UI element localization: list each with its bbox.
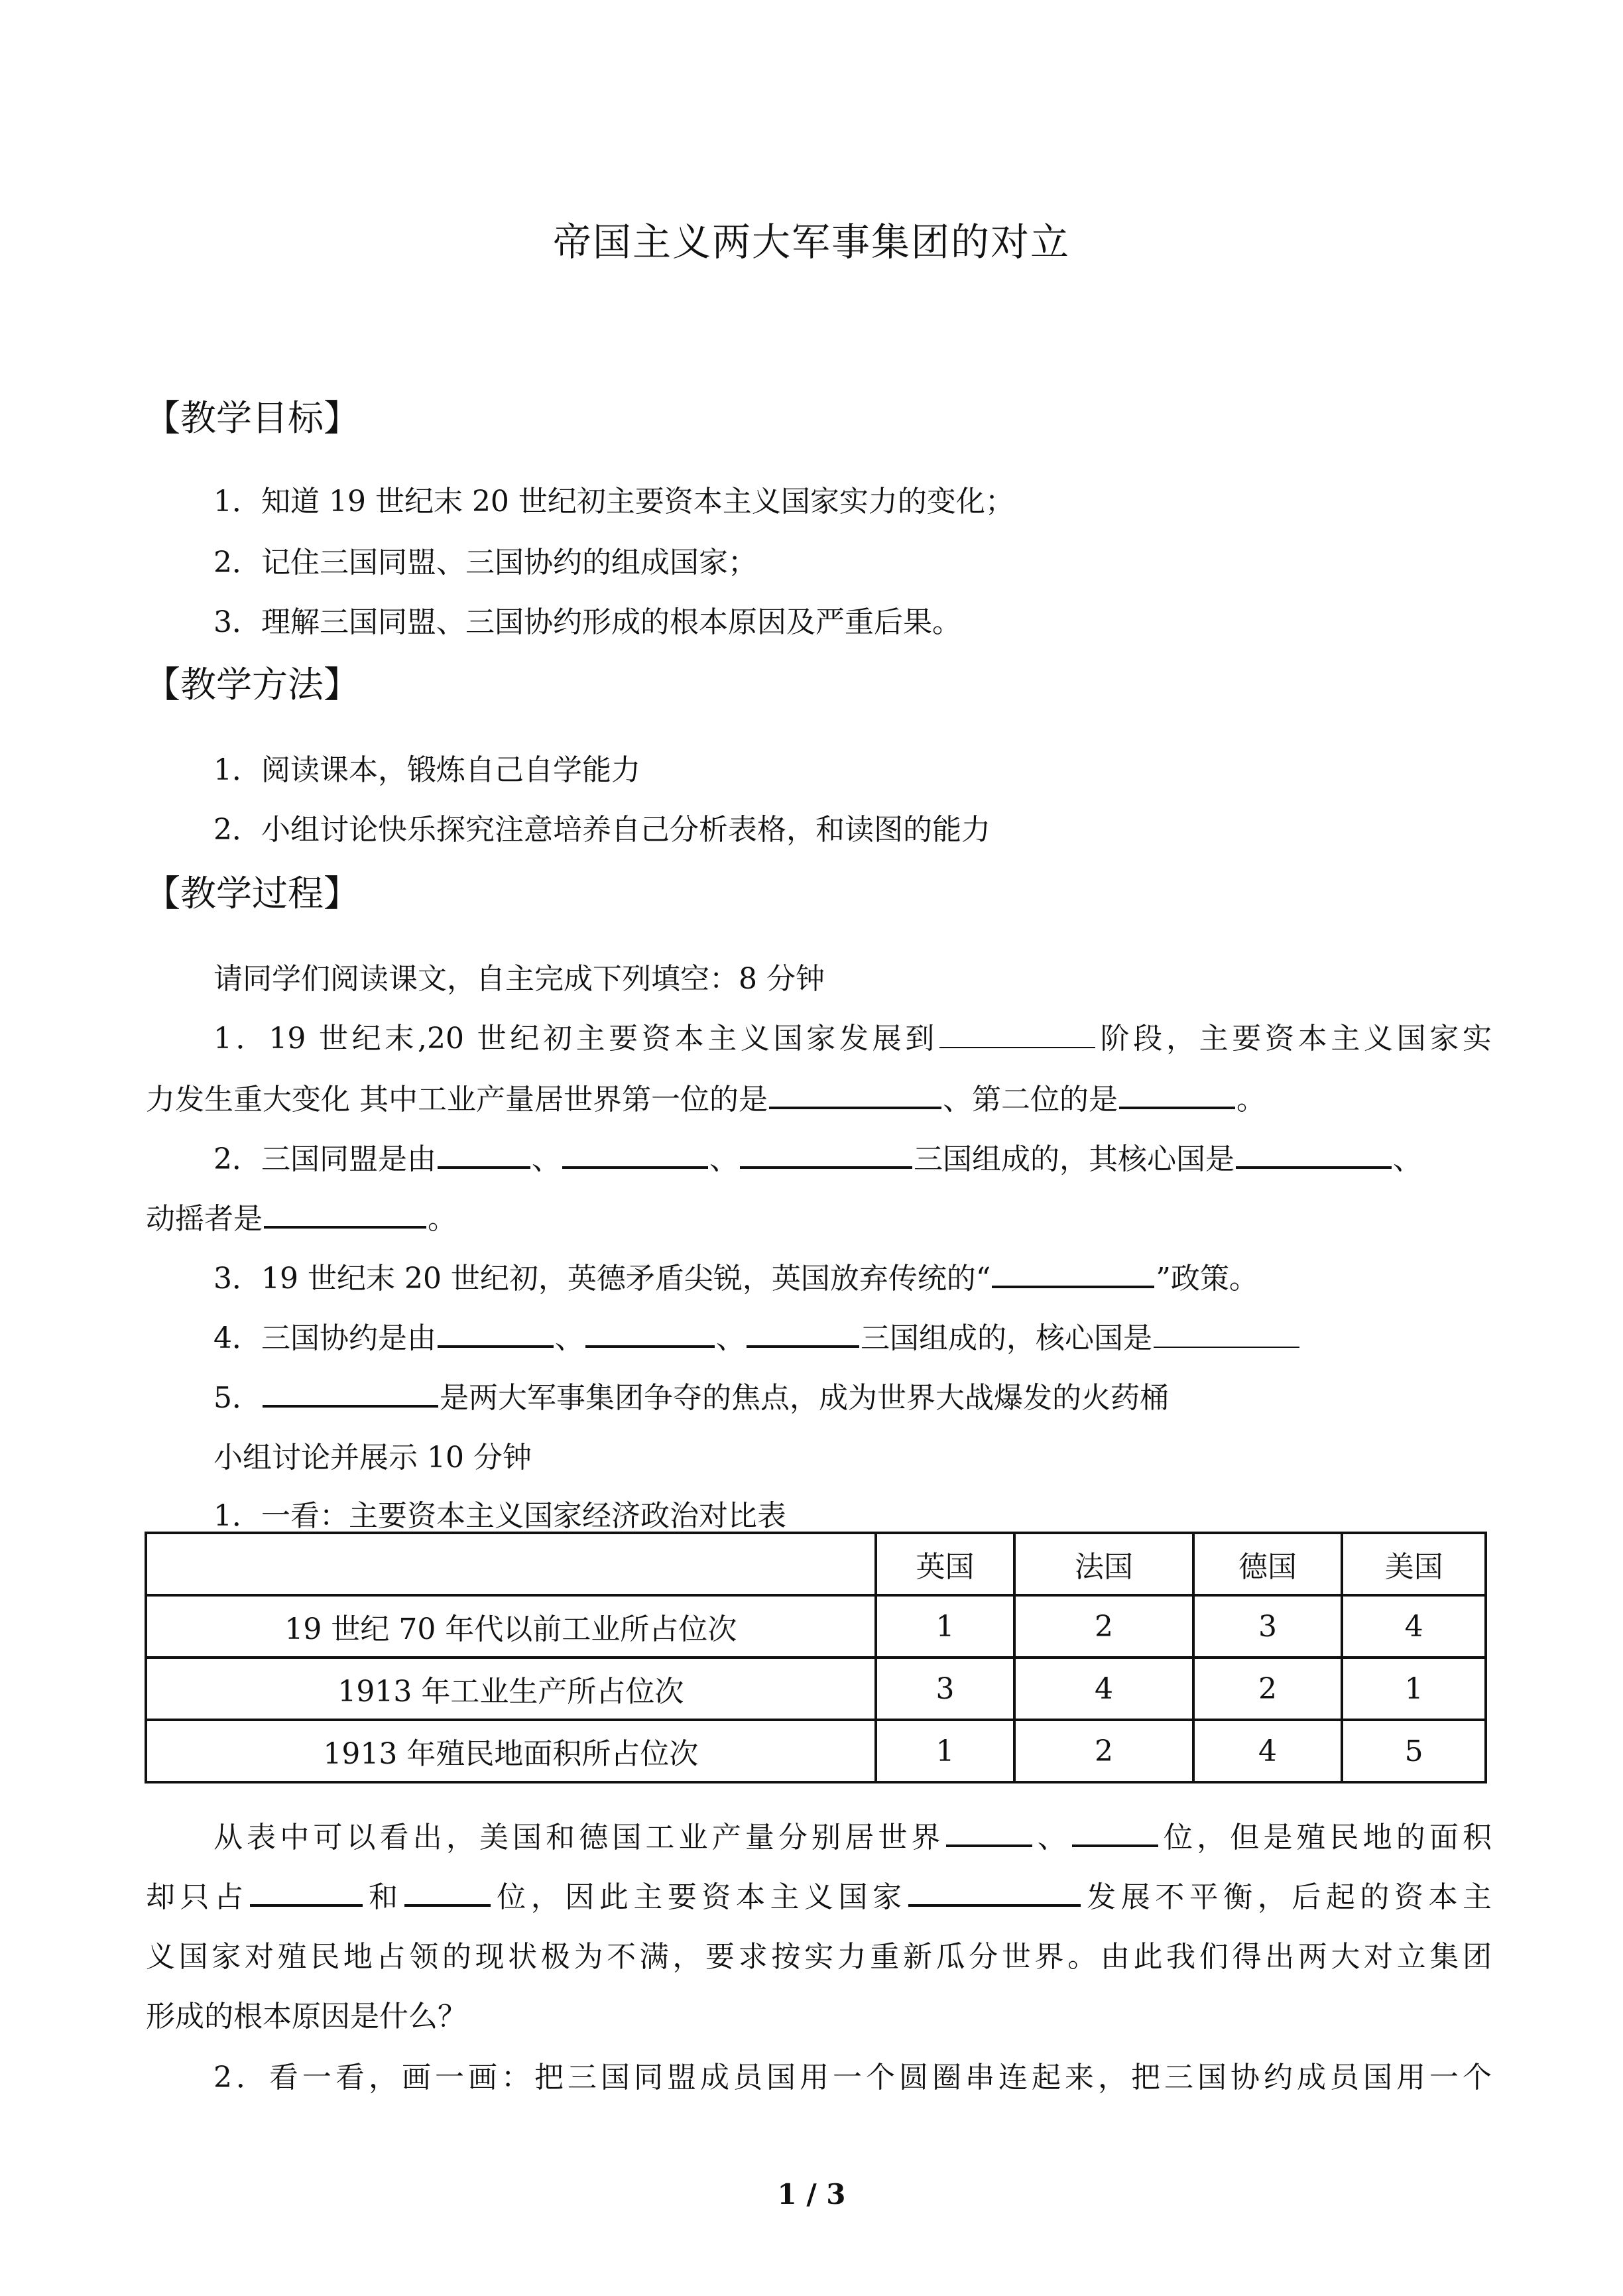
fill-blank[interactable] (562, 1137, 708, 1169)
fill-blank[interactable] (263, 1376, 438, 1408)
analysis-line-3: 义国家对殖民地占领的现状极为不满，要求按实力重新瓜分世界。由此我们得出两大对立集团 (146, 1940, 1492, 1974)
fill-blank[interactable] (438, 1316, 554, 1348)
section-heading-process: 【教学过程】 (145, 873, 359, 914)
objective-item: 1．知道 19 世纪末 20 世纪初主要资本主义国家实力的变化； (213, 485, 1014, 518)
fill-blank[interactable] (992, 1256, 1154, 1288)
question-2-line-1: 2．三国同盟是由 、 、 三国组成的，其核心国是 、 (213, 1135, 1492, 1178)
table-row (146, 1658, 1486, 1720)
fill-blank[interactable] (264, 1197, 426, 1229)
table-row-label: 19 世纪 70 年代以前工业所占位次 (146, 1595, 876, 1658)
objective-item: 2．记住三国同盟、三国协约的组成国家； (213, 546, 757, 579)
fill-blank[interactable] (769, 1077, 941, 1109)
fill-blank[interactable] (908, 1875, 1081, 1907)
table-header-cell (146, 1533, 876, 1595)
fill-blank[interactable] (1072, 1815, 1158, 1847)
question-1-line-2: 力发生重大变化 其中工业产量居世界第一位的是 、第二位的是 。 (146, 1075, 1492, 1118)
page-number: 1 / 3 (777, 2178, 846, 2210)
table-header-cell: 美国 (1342, 1533, 1486, 1595)
question-2-line-2: 动摇者是 。 (146, 1195, 1492, 1237)
table-cell: 1 (876, 1720, 1015, 1782)
question-5: 5． 是两大军事集团争夺的焦点，成为世界大战爆发的火药桶 (213, 1374, 1492, 1416)
table-header-row (146, 1533, 1486, 1595)
section-heading-methods: 【教学方法】 (145, 664, 359, 705)
fill-blank[interactable] (1119, 1077, 1235, 1109)
table-cell: 3 (876, 1658, 1015, 1720)
table-row-label: 1913 年工业生产所占位次 (146, 1658, 876, 1720)
table-cell: 2 (1193, 1658, 1343, 1720)
question-3: 3．19 世纪末 20 世纪初，英德矛盾尖锐，英国放弃传统的“ ”政策。 (213, 1254, 1492, 1297)
table-header-cell: 法国 (1014, 1533, 1193, 1595)
table-row (146, 1595, 1486, 1658)
table-cell: 5 (1342, 1720, 1486, 1782)
table-row (146, 1720, 1486, 1782)
fill-blank[interactable] (250, 1875, 363, 1907)
table-cell: 1 (876, 1595, 1015, 1658)
table-caption: 1．一看：主要资本主义国家经济政治对比表 (213, 1499, 786, 1533)
analysis-line-1: 从表中可以看出，美国和德国工业产量分别居世界 、 位，但是殖民地的面积 (213, 1813, 1492, 1856)
table-header-cell: 德国 (1193, 1533, 1343, 1595)
table-cell: 4 (1014, 1658, 1193, 1720)
comparison-table (145, 1532, 1487, 1783)
page-title: 帝国主义两大军事集团的对立 (552, 219, 1070, 265)
section-heading-objectives: 【教学目标】 (145, 397, 359, 439)
table-cell: 2 (1014, 1720, 1193, 1782)
analysis-line-4: 形成的根本原因是什么？ (146, 2000, 467, 2033)
fill-blank[interactable] (438, 1137, 530, 1169)
table-cell: 3 (1193, 1595, 1343, 1658)
table-cell: 4 (1342, 1595, 1486, 1658)
fill-blank[interactable] (939, 1018, 1095, 1048)
fill-blank[interactable] (946, 1815, 1032, 1847)
objective-item: 3．理解三国同盟、三国协约形成的根本原因及严重后果。 (213, 605, 961, 639)
table-row-label: 1913 年殖民地面积所占位次 (146, 1720, 876, 1782)
method-item: 2．小组讨论快乐探究注意培养自己分析表格，和读图的能力 (213, 813, 991, 847)
method-item: 1．阅读课本，锻炼自己自学能力 (213, 753, 640, 787)
question-1-line-1: 1．19 世纪末,20 世纪初主要资本主义国家发展到 阶段，主要资本主义国家实 (213, 1014, 1492, 1057)
fill-blank[interactable] (1236, 1137, 1392, 1169)
fill-blank[interactable] (747, 1316, 859, 1348)
fill-blank[interactable] (404, 1875, 491, 1907)
table-cell: 2 (1014, 1595, 1193, 1658)
fill-blank[interactable] (1154, 1317, 1299, 1348)
process-intro: 请同学们阅读课文，自主完成下列填空：8 分钟 (213, 962, 825, 996)
analysis-line-2: 却只占 和 位，因此主要资本主义国家 发展不平衡，后起的资本主 (146, 1873, 1492, 1915)
fill-blank[interactable] (585, 1316, 715, 1348)
question-4: 4．三国协约是由 、 、 三国组成的，核心国是 (213, 1314, 1492, 1357)
group-discussion-label: 小组讨论并展示 10 分钟 (213, 1441, 532, 1475)
table-cell: 1 (1342, 1658, 1486, 1720)
task-2: 2．看一看，画一画：把三国同盟成员国用一个圆圈串连起来，把三国协约成员国用一个 (213, 2061, 1492, 2094)
fill-blank[interactable] (740, 1137, 912, 1169)
table-header-cell: 英国 (876, 1533, 1015, 1595)
table-cell: 4 (1193, 1720, 1343, 1782)
